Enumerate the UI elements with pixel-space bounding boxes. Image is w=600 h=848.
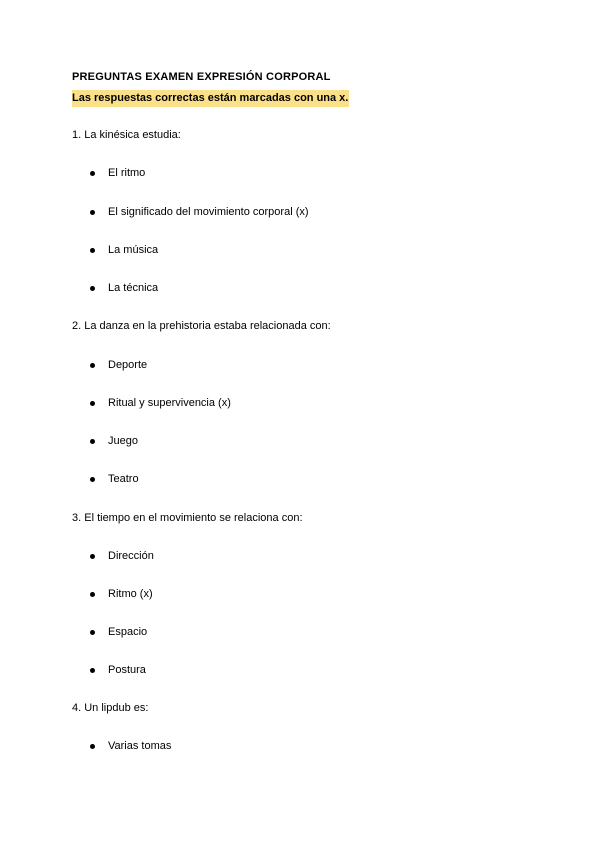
- question-2-option-2: [90, 397, 231, 409]
- question-1-option-1: [90, 167, 145, 179]
- bullet-icon: [90, 363, 95, 368]
- question-1-option-2: [90, 206, 309, 218]
- document-title: PREGUNTAS EXAMEN EXPRESIÓN CORPORAL: [72, 71, 331, 83]
- question-1-option-4: [90, 282, 158, 294]
- option-label: Juego: [108, 435, 138, 447]
- option-label: Teatro: [108, 473, 139, 485]
- bullet-icon: [90, 210, 95, 215]
- bullet-icon: [90, 439, 95, 444]
- option-label: El significado del movimiento corporal (x): [108, 206, 309, 218]
- question-4-option-1: [90, 740, 171, 752]
- option-label: Ritmo (x): [108, 588, 153, 600]
- option-label: Ritual y supervivencia (x): [108, 397, 231, 409]
- option-label: La técnica: [108, 282, 159, 294]
- question-3-option-2: [90, 588, 153, 600]
- question-3-option-1: [90, 550, 154, 562]
- question-3: 3. El tiempo en el movimiento se relaciona con:: [72, 512, 303, 524]
- bullet-icon: [90, 744, 95, 749]
- bullet-icon: [90, 171, 95, 176]
- option-label: El ritmo: [108, 167, 146, 179]
- question-2-option-4: [90, 473, 139, 485]
- bullet-icon: [90, 592, 95, 597]
- question-4: 4. Un lipdub es:: [72, 702, 149, 714]
- bullet-icon: [90, 554, 95, 559]
- question-2-option-3: [90, 435, 138, 447]
- question-2-option-1: [90, 359, 147, 371]
- question-2: 2. La danza en la prehistoria estaba relacionada con:: [72, 320, 331, 332]
- option-label: Postura: [108, 664, 146, 676]
- option-label: La música: [108, 244, 159, 256]
- bullet-icon: [90, 401, 95, 406]
- bullet-icon: [90, 668, 95, 673]
- question-1: 1. La kinésica estudia:: [72, 129, 181, 141]
- document-subtitle-highlighted: Las respuestas correctas están marcadas con una x.: [72, 90, 349, 107]
- question-3-option-3: [90, 626, 147, 638]
- bullet-icon: [90, 630, 95, 635]
- bullet-icon: [90, 477, 95, 482]
- option-label: Espacio: [108, 626, 148, 638]
- bullet-icon: [90, 248, 95, 253]
- bullet-icon: [90, 286, 95, 291]
- option-label: Deporte: [108, 359, 148, 371]
- question-3-option-4: [90, 664, 146, 676]
- option-label: Dirección: [108, 550, 154, 562]
- question-1-option-3: [90, 244, 158, 256]
- option-label: Varias tomas: [108, 740, 172, 752]
